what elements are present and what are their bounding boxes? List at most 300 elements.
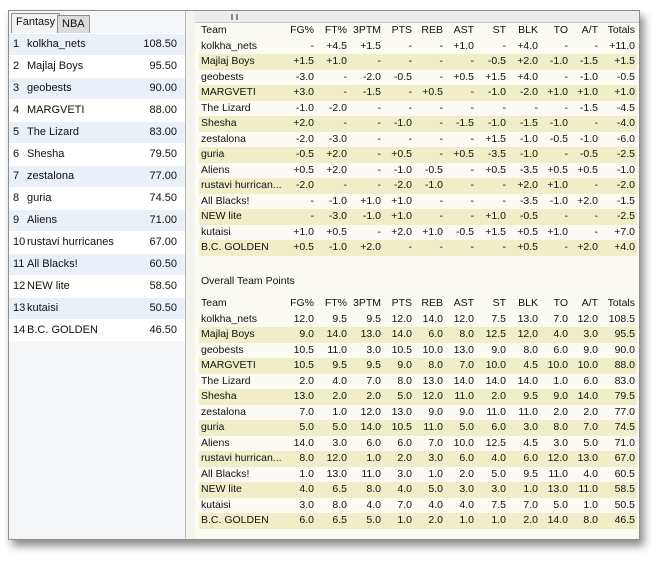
stat-cell: 11.0: [578, 483, 598, 495]
stat-cell: +7.0: [614, 225, 635, 238]
stat-cell: -: [470, 101, 474, 114]
stat-cell: 2.0: [366, 390, 381, 402]
stat-cell: -: [594, 210, 598, 222]
ranking-rank: 12: [13, 280, 26, 292]
stat-cell: -: [439, 194, 443, 207]
stat-cell: 3.0: [299, 498, 314, 511]
stat-cell: -2.0: [616, 179, 635, 191]
ranking-row[interactable]: [9, 297, 185, 319]
table-row[interactable]: [199, 312, 637, 328]
stat-cell: 5.0: [428, 483, 443, 495]
stat-cell: 10.5: [391, 421, 412, 433]
stat-cell: 5.0: [366, 514, 381, 526]
stat-cell: 1.0: [366, 452, 381, 464]
stat-cell: 8.0: [523, 343, 538, 356]
stat-cell: 13.0: [326, 467, 347, 480]
stat-cell: 12.0: [293, 312, 314, 325]
stat-cell: -0.5: [455, 225, 474, 238]
stat-cell: 10.0: [577, 359, 598, 371]
stat-cell: -: [377, 117, 381, 129]
column-header[interactable]: AST: [453, 297, 474, 309]
stat-cell: -: [377, 225, 381, 238]
stat-cell: 11.0: [423, 421, 443, 433]
stat-cell: +2.0: [391, 225, 412, 238]
stat-cell: 60.5: [614, 467, 635, 480]
stat-cell: 3.0: [332, 436, 347, 449]
team-cell: B.C. GOLDEN: [201, 514, 269, 526]
team-cell: Majlaj Boys: [201, 328, 255, 340]
stat-cell: 12.0: [547, 452, 568, 464]
stat-cell: +4.5: [326, 39, 347, 52]
ranking-rank: 8: [13, 192, 20, 204]
stat-cell: -1.0: [519, 148, 538, 160]
tab-fantasy[interactable]: Fantasy: [11, 13, 60, 33]
stat-cell: 2.0: [459, 467, 474, 480]
stat-cell: +11.0: [609, 39, 635, 52]
ranking-rank: 6: [13, 148, 20, 160]
table-row[interactable]: [199, 116, 637, 132]
stat-cell: 1.0: [332, 405, 347, 418]
stat-cell: 14.0: [422, 312, 443, 325]
stat-cell: 9.5: [366, 312, 381, 325]
table-row[interactable]: [199, 85, 637, 101]
ranking-row[interactable]: [9, 55, 185, 77]
stat-cell: 10.5: [293, 359, 314, 371]
ranking-team-name: geobests: [27, 82, 72, 94]
stat-cell: -1.5: [362, 86, 381, 98]
stat-cell: 2.0: [553, 405, 568, 418]
stat-cell: 1.0: [523, 483, 538, 495]
stat-cell: -4.0: [616, 117, 635, 129]
team-cell: MARGVETI: [201, 359, 256, 371]
table-row[interactable]: [199, 132, 637, 148]
stat-cell: -: [564, 148, 568, 160]
stat-cell: -2.0: [295, 132, 314, 145]
table-row[interactable]: [199, 101, 637, 117]
column-header[interactable]: PTS: [391, 24, 412, 36]
stat-cell: -0.5: [519, 210, 538, 222]
team-cell: NEW lite: [201, 210, 242, 222]
team-cell: The Lizard: [201, 374, 251, 387]
team-cell: Majlaj Boys: [201, 55, 255, 67]
team-cell: kolkha_nets: [201, 39, 258, 52]
column-header[interactable]: FG%: [290, 24, 314, 36]
stat-cell: 4.0: [428, 498, 443, 511]
column-header[interactable]: AST: [453, 24, 474, 36]
stat-cell: 7.0: [553, 312, 568, 325]
ranking-points: 83.00: [149, 126, 177, 138]
column-header[interactable]: TO: [553, 24, 568, 36]
stat-cell: +1.0: [391, 194, 412, 207]
ranking-row[interactable]: [9, 275, 185, 297]
stat-cell: -: [502, 194, 506, 207]
tab-bar: [9, 11, 185, 33]
stat-cell: 7.0: [459, 359, 474, 371]
ranking-points: 79.50: [149, 148, 177, 160]
column-header[interactable]: Team: [201, 24, 227, 36]
rankings-list: [9, 33, 185, 341]
stat-cell: -: [564, 241, 568, 253]
stat-cell: -4.5: [616, 101, 635, 114]
stat-cell: -: [564, 210, 568, 222]
column-header[interactable]: Team: [201, 297, 227, 309]
table-row[interactable]: [199, 147, 637, 163]
stat-cell: 11.0: [361, 467, 381, 480]
column-header[interactable]: 3PTM: [352, 297, 381, 309]
column-header[interactable]: FG%: [290, 297, 314, 309]
ranking-points: 71.00: [149, 214, 177, 226]
stat-cell: 13.0: [422, 374, 443, 387]
stat-cell: -1.5: [579, 101, 598, 114]
ranking-row[interactable]: [9, 33, 185, 55]
stat-cell: +2.0: [517, 179, 538, 191]
stat-cell: -: [408, 86, 412, 98]
stat-cell: -: [470, 194, 474, 207]
stat-cell: +0.5: [293, 241, 314, 253]
table-row[interactable]: [199, 467, 637, 483]
stat-cell: -1.0: [487, 117, 506, 129]
stat-cell: -0.5: [424, 163, 443, 176]
stat-cell: 5.0: [459, 421, 474, 433]
stat-cell: 9.0: [491, 343, 506, 356]
stat-cell: -0.5: [393, 70, 412, 83]
stat-cell: 12.0: [391, 312, 412, 325]
stat-cell: 6.5: [332, 514, 347, 526]
ranking-team-name: B.C. GOLDEN: [27, 324, 98, 336]
ranking-points: 67.00: [149, 236, 177, 248]
stat-cell: -: [377, 101, 381, 114]
team-cell: B.C. GOLDEN: [201, 241, 269, 253]
stat-cell: 9.0: [459, 405, 474, 418]
team-cell: Shesha: [201, 117, 237, 129]
stat-cell: 5.0: [299, 421, 314, 433]
stat-cell: 13.0: [453, 343, 474, 356]
stat-cell: -: [377, 179, 381, 191]
column-header[interactable]: A/T: [581, 24, 598, 36]
table-row[interactable]: [199, 327, 637, 343]
stat-cell: +1.5: [293, 55, 314, 67]
stat-cell: -: [310, 39, 314, 52]
ranking-points: 74.50: [149, 192, 177, 204]
stat-cell: 14.0: [391, 328, 412, 340]
stat-cell: -1.0: [549, 194, 568, 207]
stat-cell: 1.0: [459, 514, 474, 526]
column-header[interactable]: Totals: [607, 24, 635, 36]
stat-cell: -1.0: [362, 210, 381, 222]
stat-cell: 6.0: [428, 328, 443, 340]
stat-cell: 5.0: [397, 390, 412, 402]
column-header[interactable]: FT%: [324, 24, 347, 36]
table-row[interactable]: [199, 70, 637, 86]
stat-cell: +1.5: [485, 225, 506, 238]
column-header[interactable]: REB: [421, 297, 443, 309]
table-row[interactable]: [199, 405, 637, 421]
stat-cell: +0.5: [391, 148, 412, 160]
stat-cell: -: [408, 101, 412, 114]
stat-cell: 5.0: [332, 421, 347, 433]
tab-nba[interactable]: NBA: [57, 15, 90, 33]
stat-cell: 4.0: [583, 467, 598, 480]
stat-cell: +1.0: [326, 55, 347, 67]
stat-cell: -: [439, 55, 443, 67]
stat-cell: 13.0: [391, 405, 412, 418]
column-header[interactable]: 3PTM: [352, 24, 381, 36]
stat-cell: 12.0: [326, 452, 347, 464]
stat-cell: -1.0: [579, 132, 598, 145]
stat-cell: 7.0: [299, 405, 314, 418]
stat-cell: -1.0: [393, 163, 412, 176]
ranking-team-name: guria: [27, 192, 52, 204]
ranking-points: 95.50: [149, 60, 177, 72]
ranking-rank: 11: [13, 258, 25, 270]
stat-cell: -: [594, 117, 598, 129]
stat-cell: -1.0: [328, 194, 347, 207]
stat-cell: -: [439, 241, 443, 253]
stat-cell: -: [343, 86, 347, 98]
stat-cell: -: [343, 117, 347, 129]
column-header[interactable]: REB: [421, 24, 443, 36]
stat-cell: -: [439, 101, 443, 114]
stat-cell: 8.0: [299, 452, 314, 464]
ranking-points: 50.50: [149, 302, 177, 314]
table-row[interactable]: [199, 39, 637, 55]
ranking-row[interactable]: [9, 99, 185, 121]
stat-cell: 7.5: [491, 498, 506, 511]
splitter-bar[interactable]: [195, 11, 639, 23]
table-row[interactable]: [199, 420, 637, 436]
ranking-row[interactable]: [9, 319, 185, 341]
stat-cell: 6.0: [491, 421, 506, 433]
ranking-row[interactable]: [9, 77, 185, 99]
table-row[interactable]: [199, 358, 637, 374]
table-row[interactable]: [199, 482, 637, 498]
ranking-row[interactable]: [9, 121, 185, 143]
stat-cell: -3.5: [519, 194, 538, 207]
ranking-rank: 2: [13, 60, 20, 72]
stat-cell: +0.5: [293, 163, 314, 176]
stat-cell: 8.0: [332, 498, 347, 511]
stat-cell: 4.5: [523, 359, 538, 371]
ranking-rank: 9: [13, 214, 20, 226]
ranking-points: 108.50: [143, 38, 177, 50]
stat-cell: +1.0: [547, 179, 568, 191]
team-cell: Shesha: [201, 390, 237, 402]
ranking-points: 77.00: [149, 170, 177, 182]
stat-cell: -1.0: [393, 117, 412, 129]
stat-cell: -: [502, 101, 506, 114]
stat-cell: 3.0: [583, 328, 598, 340]
ranking-team-name: Aliens: [27, 214, 57, 226]
stat-cell: -: [534, 101, 538, 114]
team-cell: The Lizard: [201, 101, 251, 114]
stat-cell: 7.0: [366, 374, 381, 387]
stat-cell: -1.0: [579, 70, 598, 83]
stat-cell: 8.0: [553, 421, 568, 433]
team-cell: All Blacks!: [201, 467, 250, 480]
ranking-team-name: kutaisi: [27, 302, 59, 314]
stat-cell: 9.5: [366, 359, 381, 371]
stat-cell: 4.0: [366, 498, 381, 511]
stat-cell: 7.0: [397, 498, 412, 511]
grip-icon: [236, 14, 238, 20]
stat-cell: 50.5: [614, 498, 635, 511]
stat-cell: -1.0: [549, 55, 568, 67]
stat-cell: 7.0: [523, 498, 538, 511]
stat-cell: 4.0: [299, 483, 314, 495]
stat-cell: 95.5: [614, 328, 635, 340]
table-row[interactable]: [199, 513, 637, 529]
ranking-row[interactable]: [9, 209, 185, 231]
stat-cell: -: [470, 132, 474, 145]
stat-cell: 10.0: [547, 359, 568, 371]
column-header[interactable]: ST: [492, 297, 506, 309]
stat-cell: +2.0: [293, 117, 314, 129]
table-row[interactable]: [199, 498, 637, 514]
stat-cell: 7.5: [491, 312, 506, 325]
column-header[interactable]: BLK: [518, 297, 538, 309]
ranking-rank: 1: [13, 38, 20, 50]
table-row[interactable]: [199, 451, 637, 467]
stat-cell: +1.0: [422, 225, 443, 238]
stat-cell: -2.0: [362, 70, 381, 83]
table-row[interactable]: [199, 436, 637, 452]
stat-cell: +2.0: [577, 194, 598, 207]
ranking-row[interactable]: [9, 253, 185, 275]
column-header[interactable]: PTS: [391, 297, 412, 309]
table-row[interactable]: [199, 209, 637, 225]
stat-cell: 13.0: [360, 328, 381, 340]
team-cell: geobests: [201, 343, 244, 356]
overall-title: Overall Team Points: [201, 275, 295, 287]
ranking-points: 46.50: [149, 324, 177, 336]
stat-cell: -: [377, 55, 381, 67]
stat-cell: -: [564, 39, 568, 52]
stat-cell: +2.0: [360, 241, 381, 253]
ranking-rank: 3: [13, 82, 20, 94]
column-header[interactable]: BLK: [518, 24, 538, 36]
ranking-row[interactable]: [9, 187, 185, 209]
stat-cell: 13.0: [293, 390, 314, 402]
stat-cell: -1.5: [616, 194, 635, 207]
stat-cell: +2.0: [577, 241, 598, 253]
stat-cell: -3.0: [328, 210, 347, 222]
ranking-points: 88.00: [149, 104, 177, 116]
stat-cell: -: [377, 132, 381, 145]
stat-cell: +0.5: [485, 163, 506, 176]
ranking-rank: 4: [13, 104, 20, 116]
stat-cell: -: [439, 132, 443, 145]
stat-cell: -1.0: [295, 101, 314, 114]
grip-icon: [231, 14, 233, 20]
ranking-row[interactable]: [9, 231, 185, 253]
ranking-team-name: Majlaj Boys: [27, 60, 84, 72]
stat-cell: +0.5: [326, 225, 347, 238]
table-row[interactable]: [199, 178, 637, 194]
team-cell: geobests: [201, 70, 244, 83]
stat-cell: 1.0: [583, 498, 598, 511]
table-row[interactable]: [199, 194, 637, 210]
stat-cell: +4.0: [517, 70, 538, 83]
team-cell: Aliens: [201, 163, 230, 176]
team-cell: kutaisi: [201, 225, 231, 238]
ranking-team-name: All Blacks!: [27, 258, 78, 270]
stat-cell: +1.0: [577, 86, 598, 98]
stat-cell: 8.0: [428, 359, 443, 371]
stat-cell: 12.0: [422, 390, 443, 402]
stat-cell: -1.0: [487, 86, 506, 98]
stat-cell: +1.0: [391, 210, 412, 222]
stat-cell: +4.0: [517, 39, 538, 52]
stat-cell: 9.5: [523, 390, 538, 402]
stat-cell: 3.0: [491, 483, 506, 495]
table-row[interactable]: [199, 240, 637, 256]
stat-cell: 8.0: [459, 328, 474, 340]
table-row[interactable]: [199, 54, 637, 70]
stat-cell: 6.0: [299, 514, 314, 526]
stat-cell: 14.0: [360, 421, 381, 433]
ranking-row[interactable]: [9, 165, 185, 187]
stat-cell: -: [310, 210, 314, 222]
stat-cell: 71.0: [614, 436, 635, 449]
stat-cell: 4.0: [491, 452, 506, 464]
stat-cell: -0.5: [487, 55, 506, 67]
stat-cell: -1.0: [549, 117, 568, 129]
column-header[interactable]: A/T: [581, 297, 598, 309]
table-row[interactable]: [199, 163, 637, 179]
stat-cell: 7.0: [428, 436, 443, 449]
stat-cell: 9.0: [553, 390, 568, 402]
stat-cell: 4.0: [397, 483, 412, 495]
stat-cell: -2.0: [519, 86, 538, 98]
stat-cell: -0.5: [295, 148, 314, 160]
stat-cell: -: [310, 194, 314, 207]
column-header[interactable]: Totals: [607, 297, 635, 309]
stat-cell: 90.0: [614, 343, 635, 356]
table-row[interactable]: [199, 225, 637, 241]
column-header[interactable]: ST: [492, 24, 506, 36]
team-cell: kutaisi: [201, 498, 231, 511]
column-header[interactable]: FT%: [324, 297, 347, 309]
stat-cell: -1.5: [579, 55, 598, 67]
table-row[interactable]: [199, 374, 637, 390]
stat-cell: 83.0: [614, 374, 635, 387]
stat-cell: +1.0: [360, 194, 381, 207]
stat-cell: +2.0: [326, 148, 347, 160]
table-row[interactable]: [199, 389, 637, 405]
ranking-team-name: zestalona: [27, 170, 75, 182]
stat-cell: 77.0: [614, 405, 635, 418]
stat-cell: 9.5: [332, 359, 347, 371]
stat-cell: 1.0: [428, 467, 443, 480]
stat-cell: 67.0: [614, 452, 635, 464]
stat-cell: 12.0: [360, 405, 381, 418]
team-cell: All Blacks!: [201, 194, 250, 207]
stat-cell: -: [377, 148, 381, 160]
stat-cell: -3.5: [519, 163, 538, 176]
stat-cell: 2.0: [299, 374, 314, 387]
stat-cell: -: [502, 39, 506, 52]
ranking-team-name: NEW lite: [27, 280, 70, 292]
stat-cell: -: [439, 117, 443, 129]
stat-cell: 4.0: [332, 374, 347, 387]
column-header[interactable]: TO: [553, 297, 568, 309]
stat-cell: +0.5: [453, 70, 474, 83]
stat-cell: 1.0: [299, 467, 314, 480]
stat-cell: -: [470, 210, 474, 222]
table-row[interactable]: [199, 343, 637, 359]
stat-cell: -: [470, 86, 474, 98]
ranking-row[interactable]: [9, 143, 185, 165]
